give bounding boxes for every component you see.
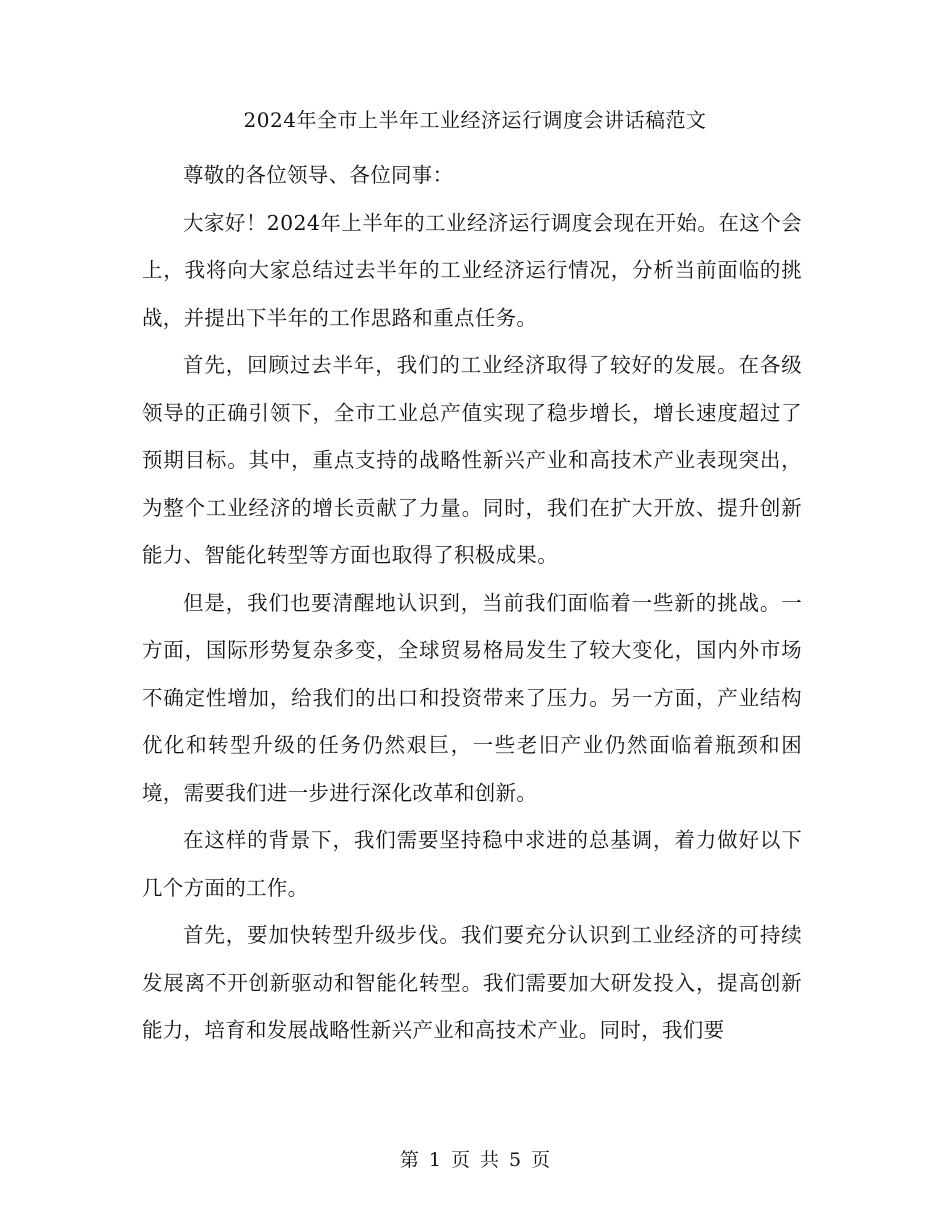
salutation-paragraph: 尊敬的各位领导、各位同事： <box>183 163 454 187</box>
document-title: 2024年全市上半年工业经济运行调度会讲话稿范文 <box>243 108 707 132</box>
body-paragraph: 首先，回顾过去半年，我们的工业经济取得了较好的发展。在各级领导的正确引领下，全市工业总产值实现了稳步增长，增长速度超过了预期目标。其中，重点支持的战略性新兴产业和高技术产业表现突出，为整个工业经济的增长贡献了力量。同时，我们在扩大开放、提升创新能力、智能化转型等方面也取得了积极成果。 <box>142 353 802 567</box>
page-number-footer: 第 1 页 共 5 页 <box>399 1149 551 1171</box>
body-paragraph: 在这样的背景下，我们需要坚持稳中求进的总基调，着力做好以下几个方面的工作。 <box>142 828 802 900</box>
body-paragraph: 首先，要加快转型升级步伐。我们要充分认识到工业经济的可持续发展离不开创新驱动和智能化转型。我们需要加大研发投入，提高创新能力，培育和发展战略性新兴产业和高技术产业。同时，我们要 <box>142 923 802 1042</box>
body-paragraph: 但是，我们也要清醒地认识到，当前我们面临着一些新的挑战。一方面，国际形势复杂多变，全球贸易格局发生了较大变化，国内外市场不确定性增加，给我们的出口和投资带来了压力。另一方面，产业结构优化和转型升级的任务仍然艰巨，一些老旧产业仍然面临着瓶颈和困境，需要我们进一步进行深化改革和创新。 <box>142 590 802 805</box>
document-body <box>142 152 802 1055</box>
body-paragraph: 大家好！2024年上半年的工业经济运行调度会现在开始。在这个会上，我将向大家总结过去半年的工业经济运行情况，分析当前面临的挑战，并提出下半年的工作思路和重点任务。 <box>142 210 802 330</box>
